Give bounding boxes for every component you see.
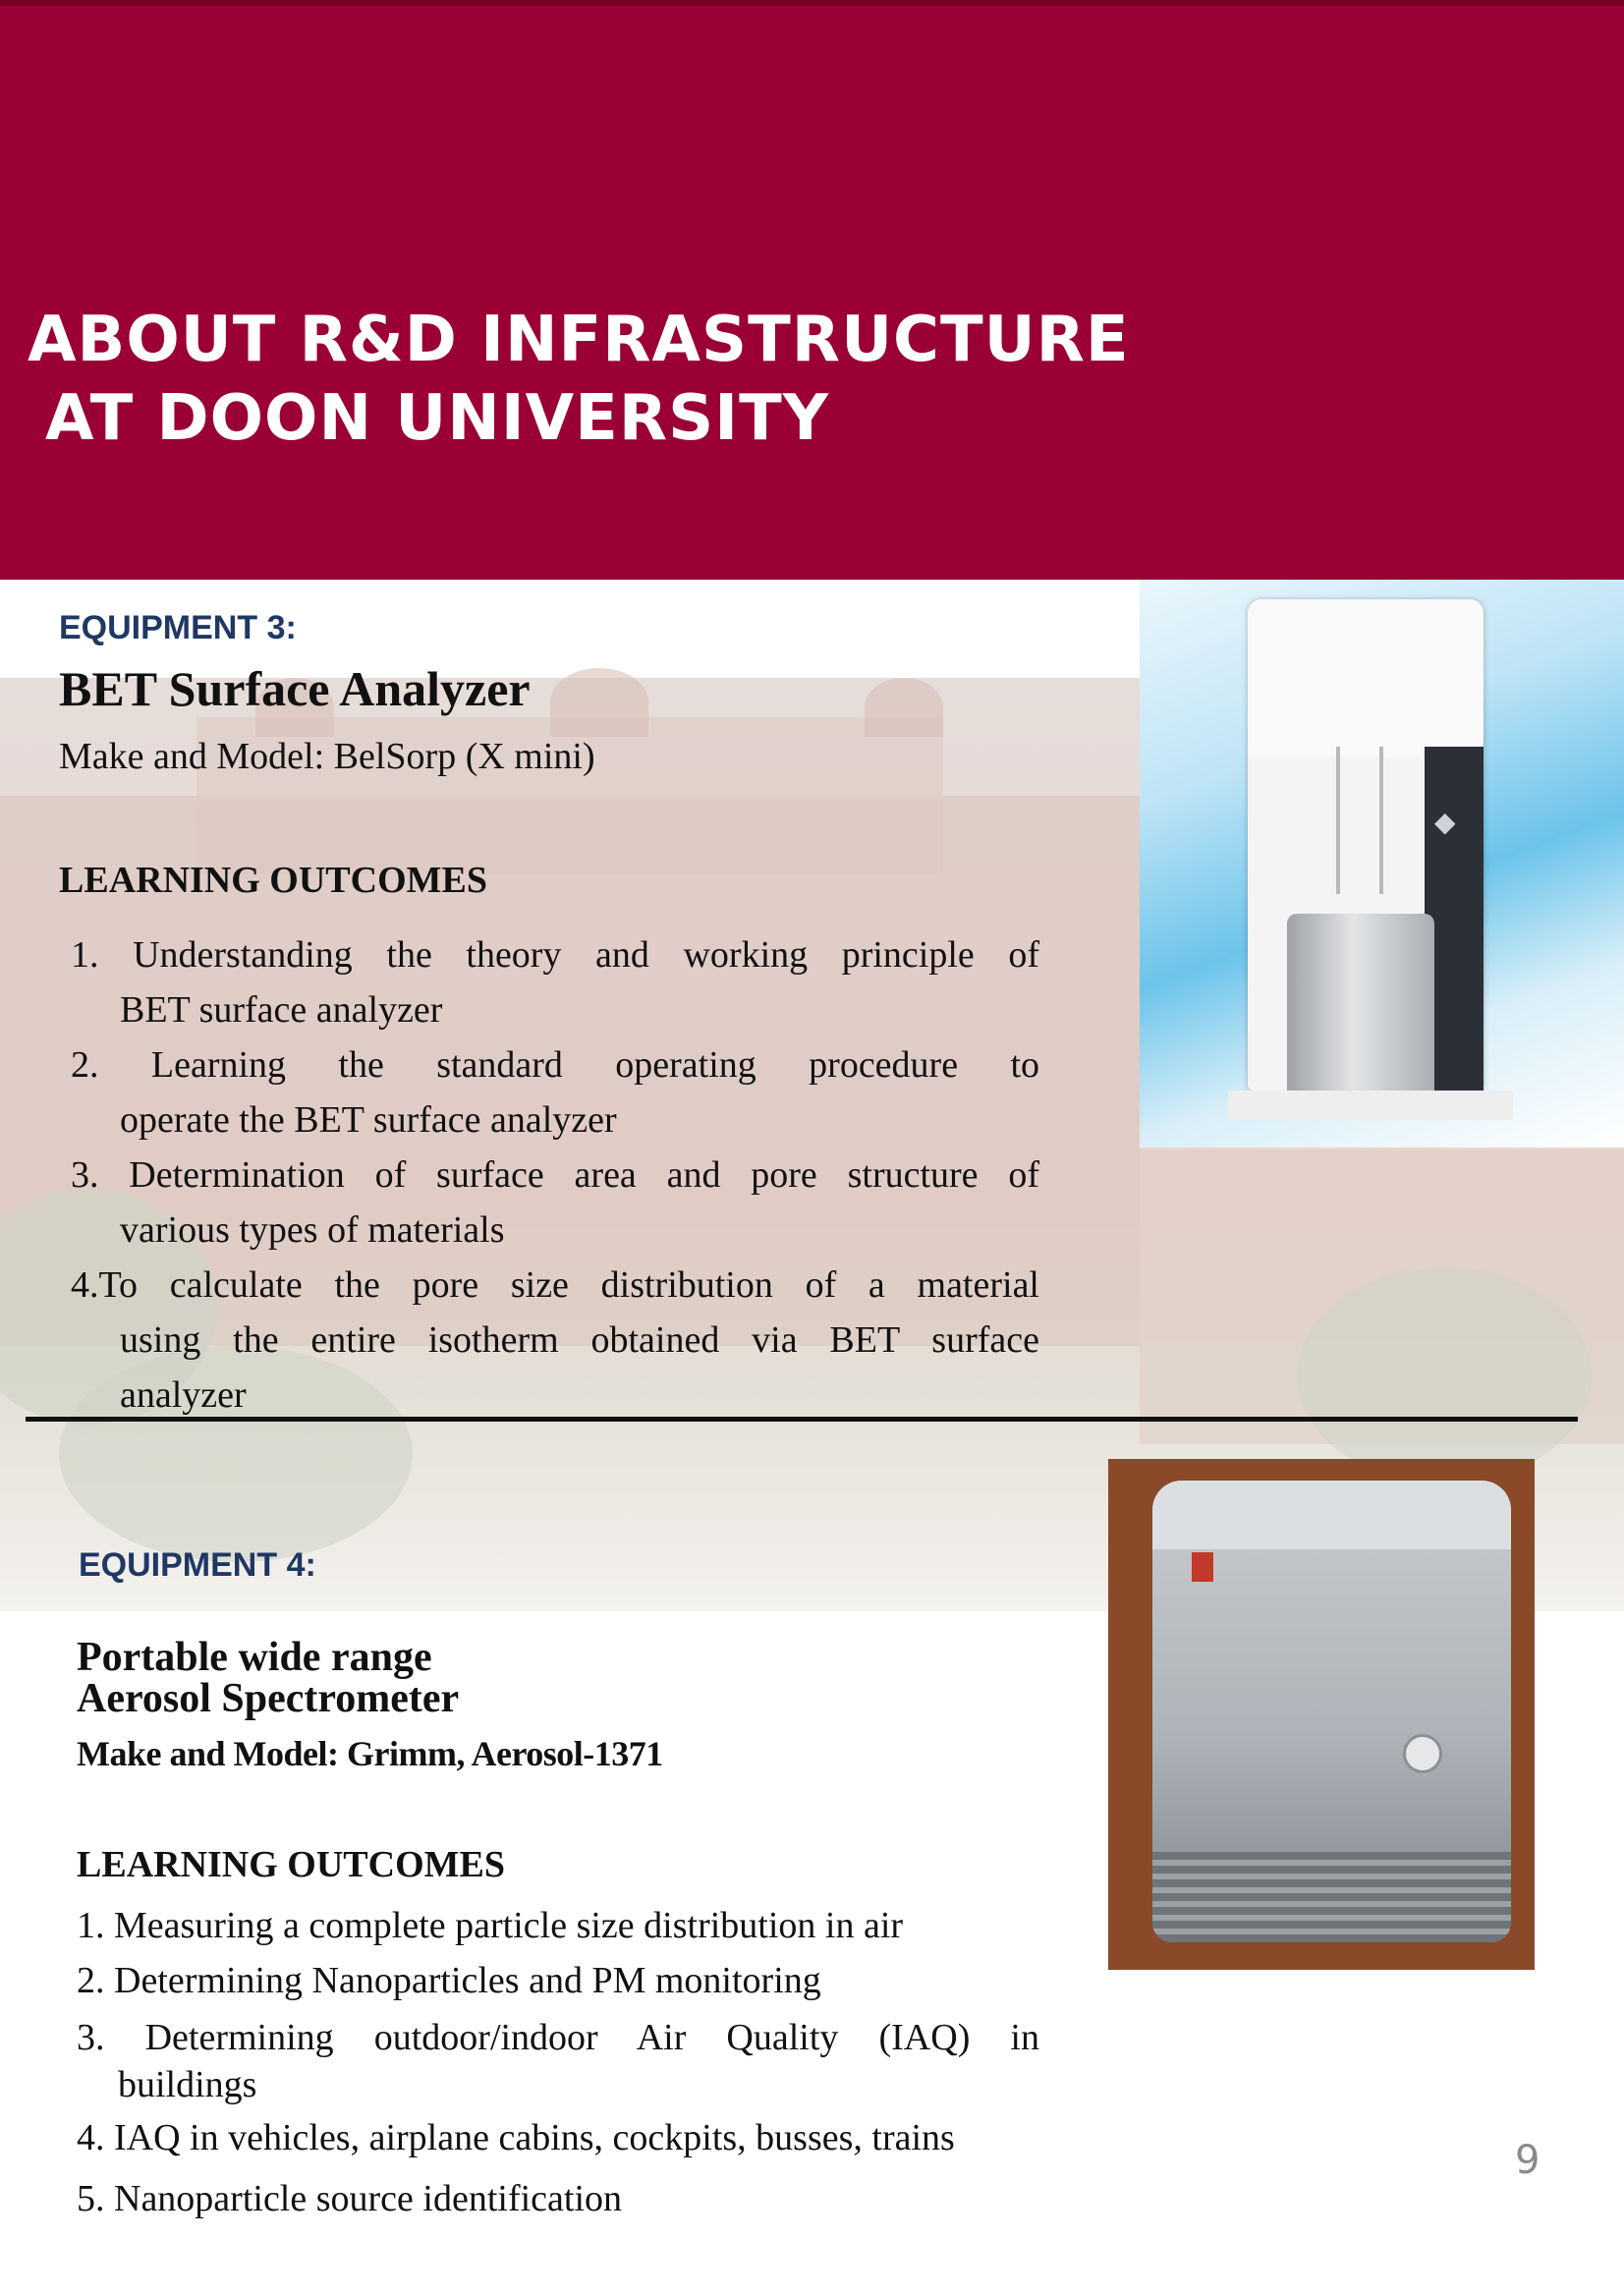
list-item: 1. Measuring a complete particle size distribution in air xyxy=(77,1905,904,1946)
page-number: 9 xyxy=(1515,2138,1540,2183)
list-item: 5. Nanoparticle source identification xyxy=(77,2178,623,2219)
header-banner xyxy=(0,0,1624,580)
page-title xyxy=(28,301,1130,458)
equipment3-title: BET Surface Analyzer xyxy=(59,661,531,716)
equipment4-make-model: Make and Model: Grimm, Aerosol-1371 xyxy=(77,1734,663,1773)
list-item: 2. Learning the standard operating procedure to operate the BET surface analyzer xyxy=(71,1044,1039,1141)
equipment4-outcomes-list xyxy=(77,1898,1039,2230)
list-item: 2. Determining Nanoparticles and PM monitoring xyxy=(77,1960,821,2001)
equipment3-outcomes-heading: LEARNING OUTCOMES xyxy=(59,860,487,901)
equipment4-outcomes-heading: LEARNING OUTCOMES xyxy=(77,1844,505,1885)
brand-logo-icon xyxy=(1192,1552,1213,1582)
equipment3-label: EQUIPMENT 3: xyxy=(59,609,297,646)
list-item: 4. IAQ in vehicles, airplane cabins, cockpits, busses, trains xyxy=(77,2117,955,2158)
list-item: 3. Determining outdoor/indoor Air Quality (IAQ) in buildings xyxy=(77,2017,1039,2105)
power-knob-icon xyxy=(1403,1734,1442,1773)
control-buttons-icon: ◆ xyxy=(1434,806,1456,838)
equipment4-title: Portable wide range Aerosol Spectrometer xyxy=(77,1635,460,1721)
page-title-line2: AT DOON UNIVERSITY xyxy=(45,382,830,455)
list-item: 4.To calculate the pore size distribution of a material using the entire isotherm obtained via BET surface analyzer xyxy=(71,1264,1039,1416)
page-title-line1: ABOUT R&D INFRASTRUCTURE xyxy=(28,304,1130,376)
equipment4-label: EQUIPMENT 4: xyxy=(79,1546,316,1584)
list-item: 3. Determination of surface area and pore structure of various types of materials xyxy=(71,1154,1039,1251)
aerosol-spectrometer-photo xyxy=(1108,1459,1535,1970)
equipment3-outcomes-list xyxy=(71,927,1039,1423)
list-item: 1. Understanding the theory and working principle of BET surface analyzer xyxy=(71,934,1039,1031)
bet-analyzer-photo xyxy=(1140,580,1624,1148)
section-divider xyxy=(26,1417,1578,1422)
equipment3-make-model: Make and Model: BelSorp (X mini) xyxy=(59,736,595,777)
